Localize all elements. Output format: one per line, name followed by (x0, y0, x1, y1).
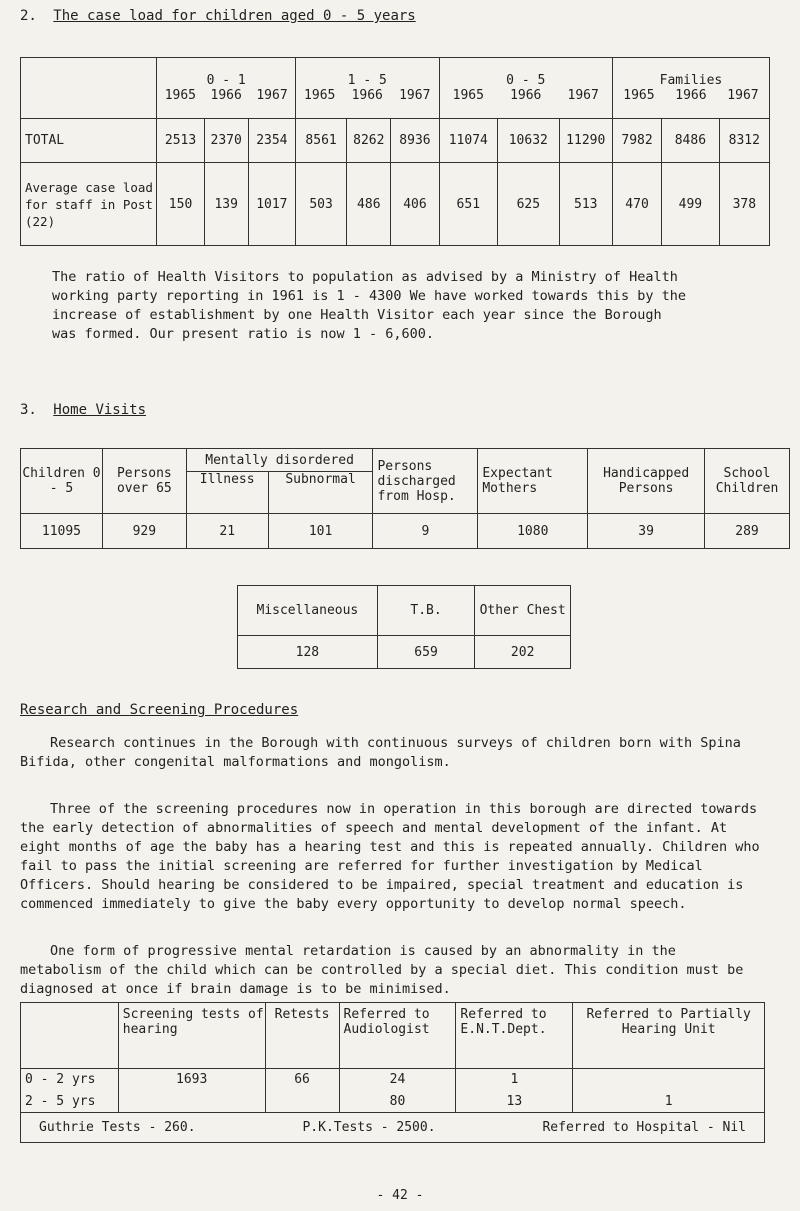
caseload-table (20, 57, 770, 246)
table-row: Average case load for staff in Post (22) 150 139 1017 503 486 406 651 625 513 470 499 378 (21, 163, 770, 246)
table-row: 128 659 202 (238, 636, 571, 669)
page-number: - 42 - (376, 1188, 424, 1203)
misc-table: Miscellaneous T.B. Other Chest 128 659 202 (237, 585, 571, 669)
research-para-2: Three of the screening procedures now in operation in this borough are directed towards the early detection of abnormalities of speech and mental development of the infant. At eight months of age the baby has a hearing test and this is repeated annually. Children who fail to pass the initial screening are referred for further investigation by Medical Officers. Should hearing be considered to be impaired, special treatment and education is commenced immediately to give the baby every opportunity to develop normal speech. (20, 801, 760, 912)
referred-hospital: Referred to Hospital - Nil (542, 1120, 746, 1135)
pku-tests: P.K.Tests - 2500. (302, 1120, 436, 1135)
section-2-heading (20, 8, 416, 24)
home-visits-table: Children 0 - 5 Persons over 65 Mentally disordered Persons discharged from Hosp. Expectant Mothers Handicapped Persons School Children Illness Subnormal 11095 929 21 101 9 1080 39 289 (20, 448, 790, 549)
table-row: TOTAL 2513 2370 2354 8561 8262 8936 11074 10632 11290 7982 8486 8312 (21, 119, 770, 163)
guthrie-tests: Guthrie Tests - 260. (39, 1120, 196, 1135)
table-row: 11095 929 21 101 9 1080 39 289 (21, 514, 790, 549)
table-row: 0 - 2 yrs 1693 66 24 1 (21, 1069, 765, 1091)
research-para-3: One form of progressive mental retardation is caused by an abnormality in the metabolism of the child which can be controlled by a special diet. This condition must be diagnosed at once if brain damage is to be minimised. (20, 943, 744, 997)
caseload-header-row (21, 58, 770, 119)
group-0-5: 0 - 5 1965 1966 1967 (439, 58, 612, 119)
group-families: Families 1965 1966 1967 (612, 58, 769, 119)
screening-footer-row (21, 1113, 765, 1143)
screening-table: Screening tests of hearing Retests Referred to Audiologist Referred to E.N.T.Dept. Referred to Partially Hearing Unit 0 - 2 yrs 1693 66 24 1 2 - 5 yrs 80 13 1 Guthrie Tests - 260. P.K.Tests - 2500. Referred to Hospital - Nil (20, 1002, 765, 1143)
section-3-heading: 3. Home Visits (20, 402, 147, 418)
research-heading: Research and Screening Procedures (20, 702, 299, 718)
group-0-1: 0 - 1 1965 1966 1967 (157, 58, 295, 119)
section-number: 2. (20, 8, 37, 24)
section-title: The case load for children aged 0 - 5 years (53, 8, 416, 24)
group-1-5: 1 - 5 1965 1966 1967 (295, 58, 439, 119)
research-para-1: Research continues in the Borough with continuous surveys of children born with Spina Bifida, other congenital malformations and mongolism. (20, 735, 741, 770)
table-row: 2 - 5 yrs 80 13 1 (21, 1091, 765, 1113)
ratio-note: The ratio of Health Visitors to population as advised by a Ministry of Health working party reporting in 1961 is 1 - 4300 We have worked towards this by the increase of establishment by one Health Visitor each year since the Borough was formed. Our present ratio is now 1 - 6,600. (52, 269, 686, 342)
